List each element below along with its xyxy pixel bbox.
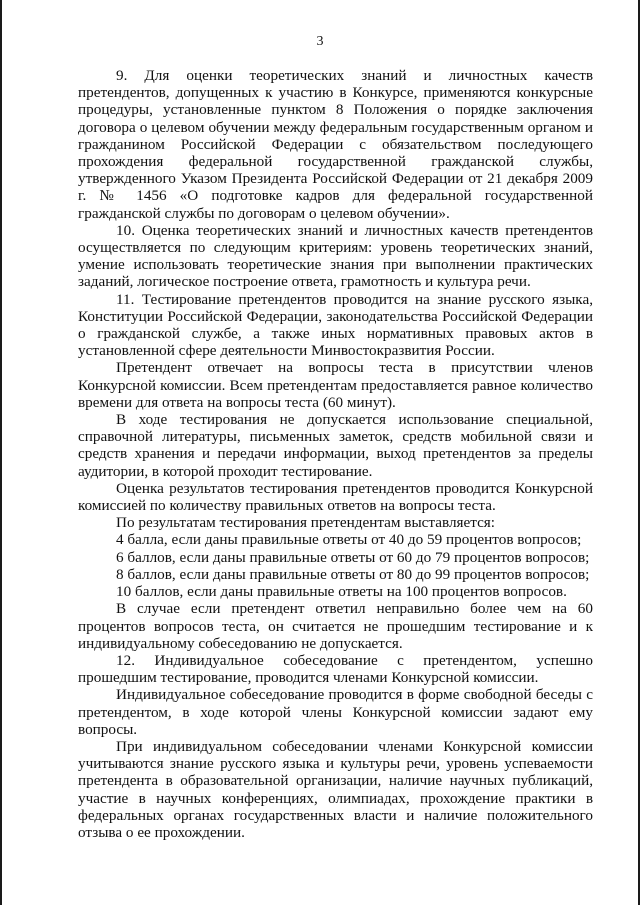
paragraph-12: 12. Индивидуальное собеседование с претендентом, успешно прошедшим тестирование, проводится членами Конкурсной комиссии.: [78, 651, 593, 687]
scoring-item-10: 10 баллов, если даны правильные ответы на 100 процентов вопросов.: [116, 583, 567, 601]
paragraph-test-presence: Претендент отвечает на вопросы теста в присутствии членов Конкурсной комиссии. Всем претендентам предоставляется равное количество времени для ответа на вопросы теста (60 минут).: [78, 359, 593, 411]
document-body: [78, 67, 593, 841]
paragraph-test-evaluation: Оценка результатов тестирования претендентов проводится Конкурсной комиссией по количеству правильных ответов на вопросы теста.: [78, 479, 593, 515]
paragraph-9: 9. Для оценки теоретических знаний и личностных качеств претендентов, допущенных к участию в Конкурсе, применяются конкурсные процедуры, установленные пунктом 8 Положения о порядке заключения договора о целевом обучении между федеральным государственным органом и гражданином Российской Федерации с обязательством последующего прохождения федеральной государственной гражданской службы, утвержденного Указом Президента Российской Федерации от 21 декабря 2009 г. № 1456 «О подготовке кадров для федеральной государственной гражданской службы по договорам о целевом обучении».: [78, 67, 593, 222]
scoring-item-4: 4 балла, если даны правильные ответы от 40 до 59 процентов вопросов;: [116, 531, 582, 549]
scoring-item-6: 6 баллов, если даны правильные ответы от 60 до 79 процентов вопросов;: [116, 548, 590, 566]
paragraph-interview-criteria: При индивидуальном собеседовании членами Конкурсной комиссии учитываются знание русского языка и культуры речи, уровень успеваемости претендента в образовательной организации, наличие научных публикаций, участие в научных конференциях, олимпиадах, прохождение практики в федеральных органах государственных власти и наличие положительного отзыва о ее прохождении.: [78, 737, 593, 841]
paragraph-interview-format: Индивидуальное собеседование проводится в форме свободной беседы с претендентом, в ходе которой члены Конкурсной комиссии задают ему вопросы.: [78, 686, 593, 738]
paragraph-test-restrictions: В ходе тестирования не допускается использование специальной, справочной литературы, письменных заметок, средств мобильной связи и средств хранения и передачи информации, выход претендентов за пределы аудитории, в которой проходит тестирование.: [78, 411, 593, 480]
page-number: 3: [316, 34, 324, 49]
paragraph-scoring-intro: По результатам тестирования претендентам выставляется:: [116, 514, 496, 532]
paragraph-test-failure: В случае если претендент ответил неправильно более чем на 60 процентов вопросов теста, он считается не прошедшим тестирование и к индивидуальному собеседованию не допускается.: [78, 600, 593, 652]
scoring-item-8: 8 баллов, если даны правильные ответы от 80 до 99 процентов вопросов;: [116, 565, 590, 583]
paragraph-11: 11. Тестирование претендентов проводится на знание русского языка, Конституции Российской Федерации, законодательства Российской Федерации о гражданской службе, а также иных нормативных правовых актов в установленной сфере деятельности Минвостокразвития России.: [78, 290, 593, 360]
paragraph-10: 10. Оценка теоретических знаний и личностных качеств претендентов осуществляется по следующим критериям: уровень теоретических знаний, умение использовать теоретические знания при выполнении практических заданий, логическое построение ответа, грамотность и культура речи.: [78, 221, 593, 291]
